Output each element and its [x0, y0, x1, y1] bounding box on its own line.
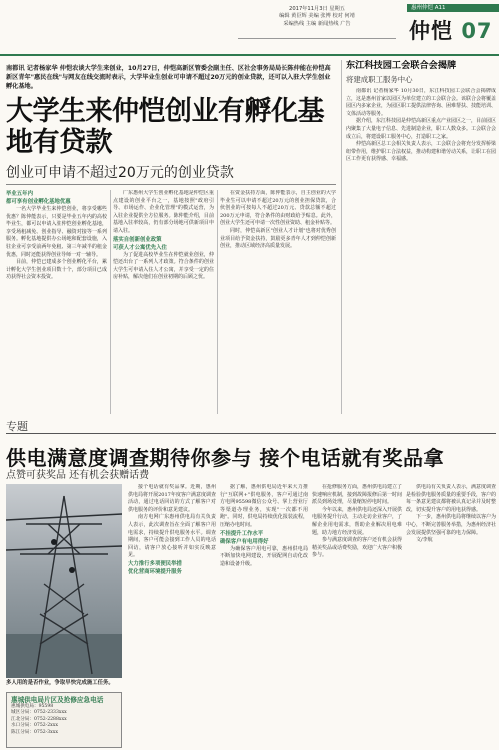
- column-paragraph: 文/李航: [416, 537, 433, 544]
- masthead-rule: [238, 38, 396, 39]
- hotline-line: 水口分局：0752-2xxx: [11, 723, 58, 729]
- lead-rule: [6, 184, 336, 185]
- special-column-4: [406, 484, 496, 746]
- special-column-3: [312, 484, 402, 746]
- column-paragraph: 同时，仲恺高新区"创业人才计划"也将对优秀创业项目给予资金扶持，鼓励更多青年人才到仲恺创新创业，推动区域经济高质量发展。: [220, 227, 336, 250]
- column-paragraph: 一名大学毕业生来仲恺创业，将享受哪些优惠？陈仲能表示，只要是毕业五年内的高校毕业生，都可以申请入驻仲恺创业孵化基地，享受场租减免、创业指导、融资对接等一系列服务。孵化基地提供办公场地和配套设施，入驻企业可享受前两年免租、第三年减半的租金优惠，同时还能获得创业导师一对一辅导。: [6, 206, 107, 258]
- right-paragraph: 南都讯 记者杨家华 10月30日，东江科技园工会联合会揭牌成立，这是惠州首家以园区为单位建立的工会联合会。该联合会将覆盖园区内多家企业，为园区职工提供法律咨询、困难帮扶、技能培训、文体活动等服务。: [346, 88, 496, 117]
- column-subheading: 不挂提升工作水平: [220, 530, 264, 537]
- power-tower-illustration: [6, 484, 122, 678]
- lead-intro: 南都讯 记者杨家华 仲恺农谈大学生来创业，10月27日，仲恺高新区管委会副主任、区社会事务局局长陈仲能在仲恺高新区青年"惠民在线"与网友在线交流时表示，大学毕业生创业可申请不超过20万元的创业贷款，还可以入驻大学生创业孵化基地。: [6, 65, 331, 90]
- hotline-line: 江北分局：0752-2288xxx: [11, 716, 67, 722]
- special-rule: [6, 433, 496, 434]
- right-paragraph: 仲恺高新区总工会相关负责人表示，工会联合会将充分发挥桥梁纽带作用，维护职工合法权益，推动构建和谐劳动关系，让职工在园区工作更有获得感、幸福感。: [346, 141, 496, 163]
- column-paragraph: 接个电话就有奖品拿。近期，惠州供电局将开展2017年度客户满意度调查活动，通过电话回访的方式了解客户对供电服务的评价和意见建议。: [128, 484, 216, 513]
- column-subheading: 落实自创新创业政策: [113, 236, 162, 243]
- column-paragraph: 据了解，惠州供电局近年来大力推行"互联网+"供电服务，客户可通过南方电网95598微信公众号、掌上营业厅等渠道办理业务，实现"一次都不用跑"。同时，供电局持续优化报装流程，压缩办电时间。: [220, 484, 308, 528]
- special-label: 专题: [6, 420, 28, 433]
- masthead-divider: [0, 54, 499, 56]
- editors-line: 编辑 黄臣辉 美编 张博 校对 何靖: [279, 13, 355, 20]
- column-subheading: 都可享有创业孵化基地优惠: [6, 199, 71, 205]
- hotline-line: 城区分局：0752-2333xxx: [11, 710, 67, 716]
- special-headline: 供电满意度调查期待你参与 接个电话就有奖品拿: [6, 446, 444, 470]
- column-paragraph: 在抢修服务方面，惠州供电局建立了快速响应机制，接到故障报修后第一时间派员到场处理，尽量缩短停电时间。: [312, 484, 402, 506]
- column-paragraph: 广东惠州大学生创业孵化基地是仲恺区重点建设的创业平台之一，基地按照"政府引导、市场运作、企业化管理"的模式运营，为入驻企业提供全方位服务。陈仲能介绍，目前基地入驻率较高，仍有部分场地可供新项目申请入驻。: [113, 190, 214, 234]
- special-column-1: [128, 484, 216, 746]
- page-number: 07: [461, 19, 493, 43]
- column-paragraph: 参与满意度调查的客户还有机会获得精美奖品或话费奖励，欢迎广大客户积极参与。: [312, 537, 402, 559]
- column-separator: [341, 60, 342, 414]
- right-body: [346, 88, 496, 414]
- lead-headline: 大学生来仲恺创业有孵化基地有贷款: [6, 96, 324, 158]
- photo-caption: 多人用的是否作业，争取早快完成施工任务。: [6, 680, 114, 686]
- section-title: [409, 15, 493, 45]
- right-paragraph: 据介绍，东江科技园是仲恺高新区重点产业园区之一，目前园区内聚集了大量电子信息、先进制造企业，职工人数众多。工会联合会成立后，将建设职工服务中心，打造职工之家。: [346, 118, 496, 140]
- hotline-line: 惠城供电局：95598: [11, 704, 54, 709]
- section-bar: 惠州仲恺 A11: [407, 4, 499, 12]
- column-paragraph: 下一步，惠州供电局将继续以客户为中心，不断完善服务举措，为惠州经济社会发展提供坚强可靠的电力保障。: [406, 514, 496, 536]
- power-tower-photo: [6, 484, 122, 678]
- special-column-2: [220, 484, 308, 746]
- hotline-line: 陈江分局：0752-3xxx: [11, 729, 58, 735]
- lead-column-3: [220, 190, 336, 414]
- masthead-meta: [238, 6, 396, 28]
- right-headline: 东江科技园工会联合会揭牌: [346, 60, 457, 71]
- column-subheading: 可获人才公寓优先入住: [113, 244, 167, 251]
- column-separator: [110, 190, 111, 414]
- lead-subhead: 创业可申请不超过20万元的创业贷款: [6, 165, 234, 181]
- column-paragraph: 为了促进高校毕业生在仲恺就业创业，仲恺还出台了一系列人才政策。符合条件的创业大学生可申请入住人才公寓，并享受一定的住房补贴，解决他们在创业初期的后顾之忧。: [113, 251, 214, 281]
- column-separator: [217, 190, 218, 414]
- right-subhead: 将建成职工服务中心: [346, 75, 413, 84]
- column-paragraph: 为确保客户用电可靠，惠州供电局不断加快电网建设，开展配网自动化改造和设备升级。: [220, 545, 308, 567]
- column-paragraph: 今年以来，惠州供电局还深入开展供电服务提升行动，主动走访企业客户，了解企业用电需求，帮助企业解决用电难题，助力地方经济发展。: [312, 506, 402, 536]
- column-paragraph: 南方电网广东惠州供电局有关负责人表示，此次调查旨在全面了解客户用电需求，持续提升供电服务水平。调查期间，客户可能会接到工作人员的电话回访，请客户放心接听并如实反映意见。: [128, 514, 216, 559]
- hotline-title: 惠城供电局片区及抢修应急电话: [11, 696, 104, 704]
- column-subheading: 毕业五年内: [6, 191, 33, 197]
- column-paragraph: 供电局有关负责人表示，满意度调查是检验供电服务质量的重要手段，客户的每一条意见建议都将被认真记录并及时整改，切实提升客户的用电获得感。: [406, 484, 496, 513]
- hotline-box: [6, 692, 122, 748]
- lead-column-2: [113, 190, 214, 414]
- lead-column-1: [6, 190, 107, 414]
- column-subheading: 确保客户有电用得好: [220, 538, 269, 545]
- contact-line: 采编热线 主编 新闻热线 广告: [283, 20, 351, 27]
- column-paragraph: 在资金扶持方面，陈仲能表示，自主创业的大学毕业生可以申请不超过20万元的创业担保贷款，合伙创业的可按每人不超过20万元、贷款总额不超过200万元申请，符合条件的由财政给予贴息。此外，创业大学生还可申请一次性创业资助、租金补贴等。: [220, 190, 336, 227]
- column-subheading: 大力推行多项便民举措: [128, 560, 182, 567]
- column-subheading: 优化营商环境提升服务: [128, 568, 182, 575]
- column-paragraph: 目前，仲恺已建成多个创业孵化平台，累计孵化大学生创业项目数十个，部分项目已成功获得社会资本投资。: [6, 259, 107, 281]
- section-name: 仲恺: [409, 19, 453, 43]
- date-line: 2017年11月3日 星期五: [289, 6, 345, 12]
- special-subhead: 点赞可获奖品 还有机会获赠话费: [6, 470, 150, 481]
